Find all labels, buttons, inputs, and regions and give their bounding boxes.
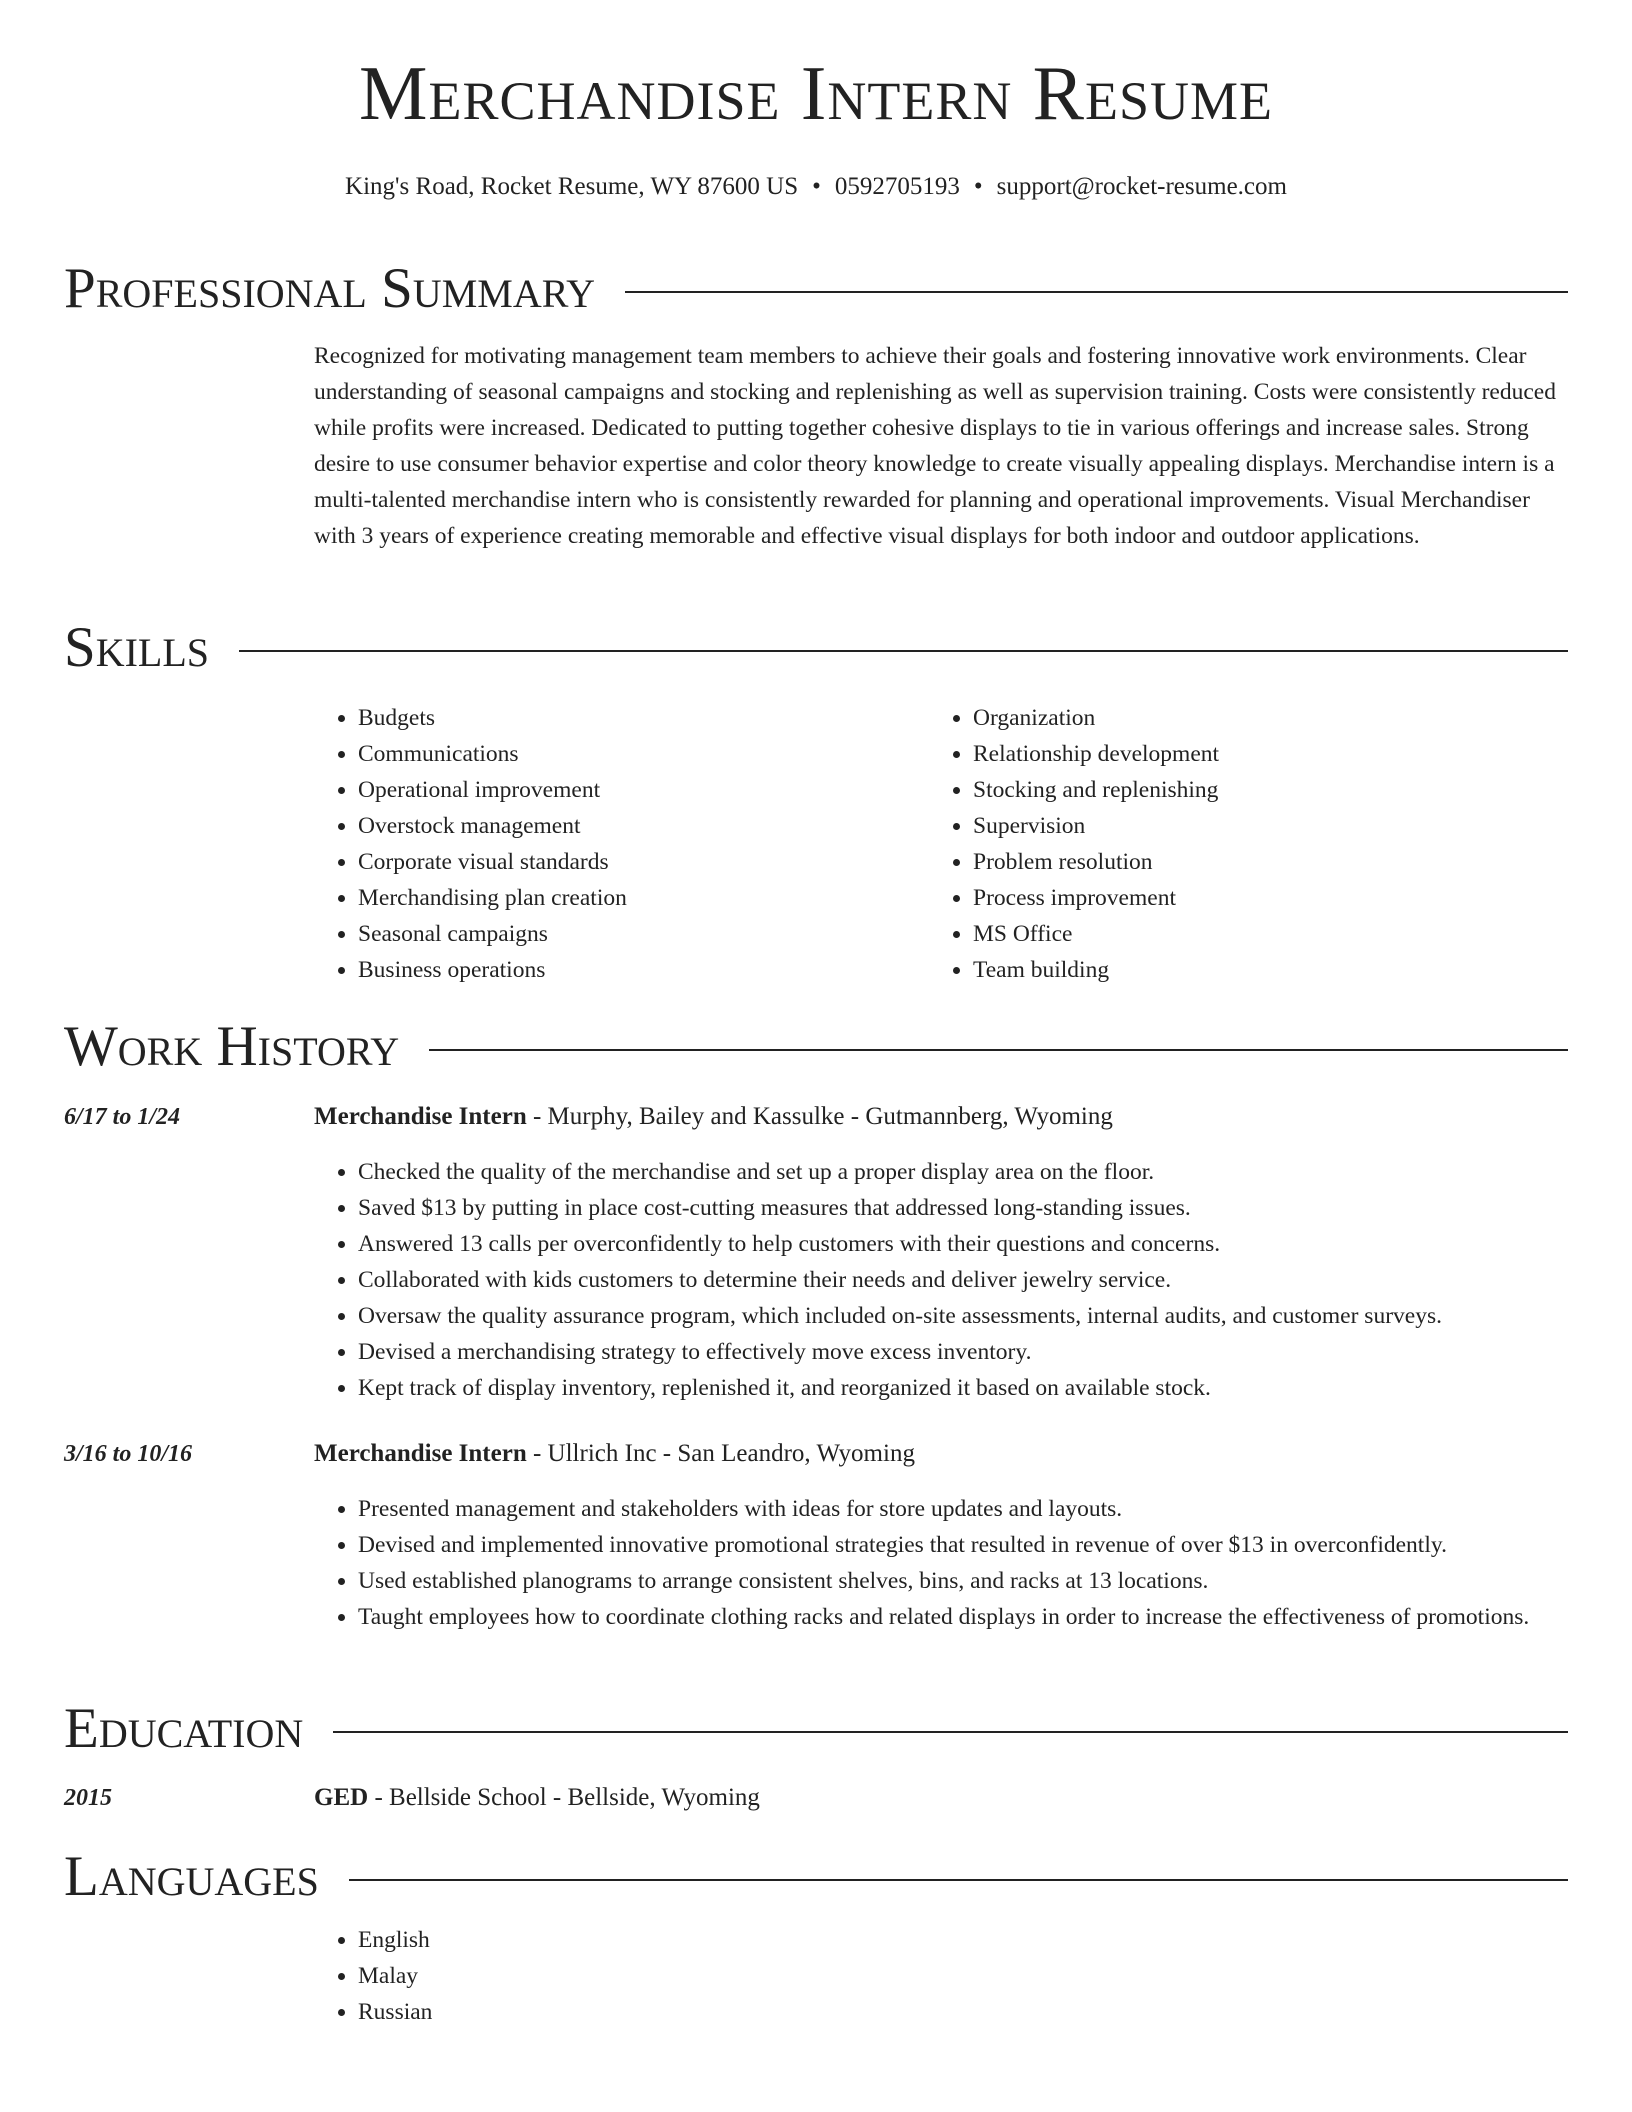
language-item: • Malay: [358, 1958, 1568, 1994]
job-heading: [314, 1099, 1568, 1135]
skill-item: • Communications: [358, 736, 914, 772]
section-title: Skills: [64, 616, 210, 679]
bullet-list: [314, 1922, 1568, 2030]
education-heading: [314, 1780, 1568, 1816]
list-item: • Oversaw the quality assurance program, which included on-site assessments, internal audits, and customer surveys.: [358, 1298, 1568, 1334]
skill-item: • Team building: [973, 952, 1549, 988]
contact-address: King's Road, Rocket Resume, WY 87600 US: [345, 173, 799, 200]
list-item: • Presented management and stakeholders with ideas for store updates and layouts.: [358, 1491, 1568, 1527]
list-item: • Used established planograms to arrange consistent shelves, bins, and racks at 13 locations.: [358, 1563, 1568, 1599]
skill-item: • Operational improvement: [358, 772, 914, 808]
skill-item: • Problem resolution: [973, 844, 1549, 880]
contact-email[interactable]: support@rocket-resume.com: [996, 173, 1287, 200]
section-title: Professional Summary: [64, 257, 596, 320]
skill-item: • Organization: [973, 700, 1549, 736]
skills-column-left: [314, 700, 914, 988]
section-header-education: [64, 1697, 1568, 1760]
section-divider: [333, 1731, 1568, 1733]
skills-list: [929, 700, 1549, 988]
contact-phone: 0592705193: [834, 173, 960, 200]
contact-separator: •: [812, 173, 821, 200]
job-title: Merchandise Intern: [314, 1103, 527, 1130]
job-responsibilities: [314, 1154, 1568, 1406]
section-title: Education: [64, 1697, 304, 1760]
education-year: 2015: [64, 1785, 112, 1811]
section-title: Languages: [64, 1845, 319, 1908]
section-header-skills: [64, 616, 1568, 679]
resume-title: Merchandise Intern Resume: [359, 50, 1273, 136]
list-item: • Answered 13 calls per overconfidently to help customers with their questions and concerns.: [358, 1226, 1568, 1262]
skill-item: • Stocking and replenishing: [973, 772, 1549, 808]
section-title: Work History: [64, 1015, 400, 1078]
section-header-summary: [64, 257, 1568, 320]
list-item: • Kept track of display inventory, replenished it, and reorganized it based on available stock.: [358, 1370, 1568, 1406]
summary-text: Recognized for motivating management team members to achieve their goals and fostering innovative work environments. Clear understanding of seasonal campaigns and stocking and replenishing as well as supervision training. Costs were consistently reduced while profits were increased. Dedicated to putting together cohesive displays to tie in various offerings and increase sales. Strong desire to use consumer behavior expertise and color theory knowledge to create visually appealing displays. Merchandise intern is a multi-talented merchandise intern who is consistently rewarded for planning and operational improvements. Visual Merchandiser with 3 years of experience creating memorable and effective visual displays for both indoor and outdoor applications.: [314, 343, 1556, 549]
skill-item: • Merchandising plan creation: [358, 880, 914, 916]
section-divider: [429, 1049, 1568, 1051]
job-responsibilities: [314, 1491, 1568, 1635]
skill-item: • Corporate visual standards: [358, 844, 914, 880]
list-item: • Checked the quality of the merchandise and set up a proper display area on the floor.: [358, 1154, 1568, 1190]
skills-list: [314, 700, 914, 988]
skills-column-right: [929, 700, 1549, 988]
list-item: • Collaborated with kids customers to determine their needs and deliver jewelry service.: [358, 1262, 1568, 1298]
list-item: • Devised a merchandising strategy to effectively move excess inventory.: [358, 1334, 1568, 1370]
contact-separator: •: [973, 173, 983, 200]
list-item: • Saved $13 by putting in place cost-cutting measures that addressed long-standing issues.: [358, 1190, 1568, 1226]
skill-item: • MS Office: [973, 916, 1549, 952]
bullet-list: [314, 1154, 1568, 1406]
section-header-languages: [64, 1845, 1568, 1908]
skill-item: • Business operations: [358, 952, 914, 988]
skill-item: • Overstock management: [358, 808, 914, 844]
section-divider: [239, 650, 1568, 652]
languages-list: [314, 1922, 1568, 2030]
bullet-list: [314, 1491, 1568, 1635]
job-details: - Murphy, Bailey and Kassulke - Gutmannberg, Wyoming: [526, 1103, 1113, 1130]
contact-line: [0, 174, 1632, 199]
skill-item: • Supervision: [973, 808, 1549, 844]
job-title: Merchandise Intern: [314, 1440, 527, 1467]
language-item: • Russian: [358, 1994, 1568, 2030]
skill-item: • Budgets: [358, 700, 914, 736]
skill-item: • Seasonal campaigns: [358, 916, 914, 952]
education-degree: GED: [314, 1784, 369, 1811]
list-item: • Taught employees how to coordinate clothing racks and related displays in order to increase the effectiveness of promotions.: [358, 1599, 1568, 1635]
section-divider: [625, 291, 1568, 293]
skill-item: • Relationship development: [973, 736, 1549, 772]
job-heading: [314, 1436, 1568, 1472]
section-divider: [349, 1879, 1568, 1881]
language-item: • English: [358, 1922, 1568, 1958]
list-item: • Devised and implemented innovative promotional strategies that resulted in revenue of over $13 in overconfidently.: [358, 1527, 1568, 1563]
job-dates: 3/16 to 10/16: [64, 1441, 193, 1467]
section-header-work-history: [64, 1015, 1568, 1078]
skill-item: • Process improvement: [973, 880, 1549, 916]
job-dates: 6/17 to 1/24: [64, 1104, 181, 1130]
education-details: - Bellside School - Bellside, Wyoming: [368, 1784, 760, 1811]
job-details: - Ullrich Inc - San Leandro, Wyoming: [526, 1440, 915, 1467]
